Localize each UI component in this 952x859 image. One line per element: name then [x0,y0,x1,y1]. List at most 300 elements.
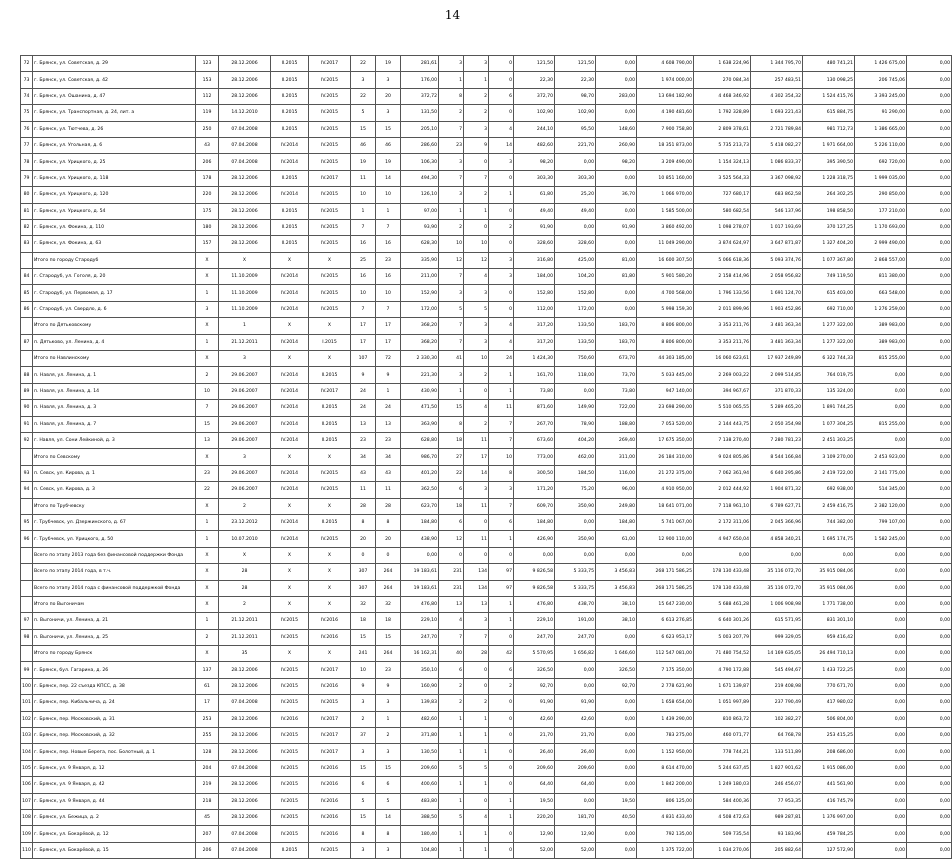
table-cell: 1 585 500,00 [637,203,694,219]
table-cell: 0,00 [855,596,907,612]
table-cell: 0,00 [907,613,952,629]
table-cell: 18 [439,432,464,448]
table-cell: 8 [376,514,401,530]
table-cell: 0,00 [694,547,751,563]
table-cell: 981 712,73 [803,121,855,137]
table-cell: 49,40 [514,203,555,219]
table-cell: 6 789 627,71 [751,498,803,514]
table-cell: 98 [21,629,33,645]
table-cell: 247,70 [555,629,596,645]
table-cell: 83 [21,236,33,252]
table-cell: 178 [196,170,219,186]
table-cell [21,252,33,268]
table-cell: 244,10 [514,121,555,137]
table-cell: 28.12.2006 [219,88,271,104]
table-cell: 3 [464,482,489,498]
table-cell: 28.12.2006 [219,170,271,186]
table-cell: 15 [376,760,401,776]
table-cell: IV.2015 [271,613,309,629]
table-cell: 98,70 [555,88,596,104]
table-cell: 92,70 [596,678,637,694]
subtotal-row [21,547,952,563]
table-cell: Итого по Навлинскому [33,351,196,367]
table-cell: 126,10 [401,187,439,203]
table-cell: 0,00 [855,564,907,580]
table-cell: 184,50 [555,465,596,481]
table-cell: 34 [351,449,376,465]
table-cell: 482,60 [401,711,439,727]
table-cell: 264 [376,564,401,580]
table-cell: 3 [376,105,401,121]
table-cell: 0 [489,728,514,744]
table-cell: 400,60 [401,777,439,793]
table-cell: 91,90 [596,219,637,235]
table-cell: 1 [464,744,489,760]
table-cell: 9 [376,367,401,383]
table-cell: 0,00 [907,728,952,744]
table-cell: 0,00 [907,137,952,153]
table-cell: 1 249 180,03 [694,777,751,793]
table-cell: 2 451 303,25 [803,432,855,448]
table-cell: 0 [489,629,514,645]
table-cell: г. Брянск, ул. Советская, д. 42 [33,72,196,88]
table-cell: 28.12.2006 [219,711,271,727]
table-cell: п. Севск, ул. Кирова, д. 1 [33,465,196,481]
table-cell: 1 [439,744,464,760]
table-cell: 0,00 [401,547,439,563]
page-number: 14 [444,8,461,22]
table-cell: X [196,580,219,596]
table-cell: 290 850,00 [855,187,907,203]
table-cell: 0,00 [596,547,637,563]
table-cell: 130 098,25 [803,72,855,88]
table-cell: 2 [439,219,464,235]
table-cell: 388,50 [401,809,439,825]
table-cell: 2 [439,695,464,711]
table-cell: 831 301,10 [803,613,855,629]
table-cell: 16 162,31 [401,646,439,662]
table-cell: 1 638 224,96 [694,56,751,72]
table-cell: IV.2017 [309,170,351,186]
table-row [21,760,952,776]
table-cell: 1 [196,514,219,530]
table-cell: 5 033 445,00 [637,367,694,383]
table-cell: 29.06.2007 [219,383,271,399]
table-cell: 20 [376,88,401,104]
table-cell: 1 691 124,70 [751,285,803,301]
table-cell: 26,40 [514,744,555,760]
table-cell: 8 544 166,84 [751,449,803,465]
table-cell: 19,50 [596,793,637,809]
table-cell: 3 209 490,00 [637,154,694,170]
table-cell: 11 [464,432,489,448]
table-cell: 727 680,17 [694,187,751,203]
table-cell: 778 744,21 [694,744,751,760]
table-cell: 7 [489,416,514,432]
table-cell: 246 456,07 [751,777,803,793]
table-cell: 2 868 557,00 [855,252,907,268]
table-cell: 1 077 367,80 [803,252,855,268]
table-row [21,711,952,727]
table-cell: 10 [351,285,376,301]
table-cell: IV.2015 [309,236,351,252]
table-cell: 119 [196,105,219,121]
table-cell: г. Брянск, ул. Транспортная, д. 24, лит. а [33,105,196,121]
table-cell: 17 [196,695,219,711]
table-cell: 0,00 [907,498,952,514]
table-cell: 1 771 738,00 [803,596,855,612]
table-cell: 4 [489,334,514,350]
table-cell: п. Севск, ул. Кирова, д. 3 [33,482,196,498]
table-cell: 13 [464,596,489,612]
table-cell: 8 [489,465,514,481]
table-cell: IV.2015 [309,72,351,88]
table-cell: 255 [196,728,219,744]
table-cell: 184,80 [596,514,637,530]
table-cell: г. Брянск, ул. Тютчева, д. 26 [33,121,196,137]
table-cell: 0,00 [907,121,952,137]
table-cell: 93 183,96 [751,826,803,842]
table-cell: 3 860 492,00 [637,219,694,235]
table-cell: 0,00 [855,760,907,776]
table-cell: 23 [439,137,464,153]
table-cell: 23.12.2012 [219,514,271,530]
table-cell [21,646,33,662]
table-cell: 269,40 [596,432,637,448]
table-cell: 139,83 [401,695,439,711]
table-cell: 19,50 [514,793,555,809]
table-cell: IV.2016 [309,613,351,629]
table-cell: 23 [376,662,401,678]
table-cell: 7 [439,269,464,285]
table-cell: 184,80 [514,514,555,530]
table-cell: 1 386 665,00 [855,121,907,137]
table-cell: 188,80 [596,416,637,432]
table-cell: 253 [196,711,219,727]
table-cell: 0,00 [555,219,596,235]
table-cell: 7 [439,121,464,137]
table-cell: 0,00 [907,465,952,481]
table-cell: 73,80 [596,383,637,399]
table-cell: II.2015 [271,236,309,252]
table-row [21,793,952,809]
subtotal-row [21,580,952,596]
table-cell: 0,00 [907,547,952,563]
table-cell: 2 [464,695,489,711]
table-cell: г. Брянск, ул. 9 Января, д. 42 [33,777,196,793]
table-cell: 0,00 [596,56,637,72]
table-cell: Итого по Выгоничам [33,596,196,612]
table-cell: X [196,547,219,563]
table-cell: 198 858,50 [803,203,855,219]
table-cell: 152,80 [555,285,596,301]
table-cell: 6 [439,662,464,678]
table-cell: 1 [196,531,219,547]
table-cell: 0,00 [803,547,855,563]
table-cell: IV.2014 [271,416,309,432]
table-cell: IV.2015 [271,678,309,694]
table-cell: X [309,596,351,612]
table-cell: 229,10 [401,613,439,629]
table-cell: 0,00 [855,678,907,694]
table-cell: 5 [464,760,489,776]
table-cell: 3 367 098,92 [751,170,803,186]
table-cell: 482,60 [514,137,555,153]
table-cell: X [219,547,271,563]
table-cell: IV.2014 [271,367,309,383]
table-cell: 97,00 [401,203,439,219]
table-cell: 363,90 [401,416,439,432]
table-cell: 773,00 [514,449,555,465]
table-cell: II.2015 [271,105,309,121]
table-cell: 72 [21,56,33,72]
table-cell: 0,00 [907,826,952,842]
table-cell: 15 [439,400,464,416]
table-cell: 25,20 [555,187,596,203]
table-cell: 3 [464,121,489,137]
table-cell: 4 947 650,04 [694,531,751,547]
table-cell: 0,00 [907,662,952,678]
table-cell: X [309,252,351,268]
table-cell: 16 [376,269,401,285]
table-cell: 6 [439,482,464,498]
table-cell: 1 [489,367,514,383]
table-cell: 22 [351,88,376,104]
table-cell: 11 [376,482,401,498]
table-cell: 1 277 322,00 [803,334,855,350]
table-cell: 0,00 [596,777,637,793]
table-cell: 153 [196,72,219,88]
table-cell: 268 171 586,25 [637,580,694,596]
table-cell: 335,90 [401,252,439,268]
table-cell: IV.2015 [309,482,351,498]
table-cell: 7 [439,170,464,186]
table-cell: 0,00 [855,695,907,711]
table-cell: 61 [196,678,219,694]
table-cell: Всего по этапу 2013 года без финансовой поддержки Фонда [33,547,196,563]
table-cell: 0 [489,826,514,842]
table-cell: 21,70 [555,728,596,744]
table-cell: 770 671,70 [803,678,855,694]
table-cell: 14 169 635,05 [751,646,803,662]
table-cell: 28 [351,498,376,514]
table-cell: 9 [464,137,489,153]
table-cell: 0,00 [855,432,907,448]
table-cell: 2 [439,105,464,121]
table-cell: IV.2015 [309,531,351,547]
table-cell [21,449,33,465]
table-cell: 18 [351,613,376,629]
table-row [21,809,952,825]
table-cell: 673,60 [514,432,555,448]
table-cell: 3 [219,449,271,465]
table-row [21,334,952,350]
table-cell: X [271,564,309,580]
table-cell: 104 [21,744,33,760]
table-cell: 0,00 [596,711,637,727]
table-cell: 6 623 953,17 [637,629,694,645]
table-cell: 38,10 [596,613,637,629]
table-cell: 1 [376,711,401,727]
table-cell: 11.10.2009 [219,269,271,285]
table-cell: 5 510 065,55 [694,400,751,416]
table-cell: 97 [21,613,33,629]
table-cell: 1 [439,711,464,727]
table-cell: X [196,252,219,268]
table-cell: 13 [196,432,219,448]
table-cell: 3 393 245,00 [855,88,907,104]
table-cell: 175 [196,203,219,219]
table-cell: 10 [376,187,401,203]
table-cell: 744 382,00 [803,514,855,530]
table-cell: 221,30 [401,367,439,383]
table-cell: 206 [196,154,219,170]
table-cell: 6 [489,88,514,104]
table-cell: X [309,449,351,465]
table-cell: 3 [439,154,464,170]
table-cell: 0 [489,744,514,760]
table-cell: 0,00 [555,514,596,530]
table-cell: 0 [489,105,514,121]
table-cell: 205 882,64 [751,842,803,858]
table-cell: 460 071,77 [694,728,751,744]
table-cell: г. Брянск, бул. Гагарина, д. 26 [33,662,196,678]
table-cell: 86 [21,301,33,317]
table-cell: 4 190 481,60 [637,105,694,121]
table-cell: 97 [489,564,514,580]
table-cell: 18 [376,613,401,629]
table-cell: 133,50 [555,318,596,334]
table-cell: X [196,269,219,285]
table-cell: 28.12.2006 [219,678,271,694]
table-cell: 2 419 722,00 [803,465,855,481]
table-cell: 13 694 182,90 [637,88,694,104]
table-cell: 82 [21,219,33,235]
table-cell: IV.2015 [271,728,309,744]
table-cell: IV.2016 [309,760,351,776]
table-cell: 441 561,90 [803,777,855,793]
table-cell: 43 [376,465,401,481]
table-cell: 18 351 873,00 [637,137,694,153]
table-cell: 0,00 [907,482,952,498]
table-cell: 430,90 [401,383,439,399]
table-cell: 0,00 [907,203,952,219]
table-cell: 24 [351,383,376,399]
table-cell: 105 [21,760,33,776]
table-cell: 3 [376,842,401,858]
table-cell: 3 481 363,34 [751,334,803,350]
table-cell: 3 647 871,87 [751,236,803,252]
table-cell: 0 [489,695,514,711]
table-cell: 10 [464,351,489,367]
table-cell: 209,60 [514,760,555,776]
table-cell: 29.06.2007 [219,432,271,448]
table-cell: 0,00 [855,383,907,399]
table-cell: 0,00 [596,285,637,301]
table-cell: 64,40 [555,777,596,793]
table-cell: 1 891 744,25 [803,400,855,416]
table-cell: 0,00 [855,547,907,563]
table-cell: X [309,580,351,596]
table-cell: 172,00 [401,301,439,317]
table-cell: 107 [21,793,33,809]
table-cell: 609,70 [514,498,555,514]
table-cell: 264 [376,646,401,662]
table-cell: 6 322 744,33 [803,351,855,367]
table-cell: 0 [464,793,489,809]
table-cell: 17 [351,318,376,334]
table-cell: 15 [351,760,376,776]
table-cell: 46 [376,137,401,153]
table-cell: 0 [464,383,489,399]
table-cell: IV.2016 [271,711,309,727]
table-cell: 389 983,00 [855,334,907,350]
table-cell: 389 983,00 [855,318,907,334]
table-cell: 0,00 [907,383,952,399]
table-cell: г. Брянск, пер. Московский, д. 32 [33,728,196,744]
table-cell: II.2015 [309,432,351,448]
table-cell: 0,00 [907,269,952,285]
table-cell: 0,00 [855,400,907,416]
table-cell: 9 826,58 [514,580,555,596]
table-cell: 1 170 693,00 [855,219,907,235]
table-cell: 92,70 [514,678,555,694]
table-cell: 10 [196,383,219,399]
table-cell: 1 792 328,89 [694,105,751,121]
table-cell: 19 183,61 [401,564,439,580]
table-cell: 99 [21,662,33,678]
table-cell: 792 135,00 [637,826,694,842]
table-cell: 133,50 [555,334,596,350]
table-cell: 5 [464,301,489,317]
table-cell: 0,00 [907,514,952,530]
table-cell: 5 688 461,28 [694,596,751,612]
table-cell: II.2015 [271,56,309,72]
table-cell: 91,90 [514,695,555,711]
table-cell: IV.2016 [309,678,351,694]
table-cell: 1 086 833,37 [751,154,803,170]
table-cell: 7 [489,498,514,514]
table-cell: 16 060 623,61 [694,351,751,367]
table-cell: 1 974 000,00 [637,72,694,88]
table-cell: 7 [439,334,464,350]
table-cell: 79 [21,170,33,186]
table-cell: 7 [351,301,376,317]
table-cell: 1 [439,72,464,88]
table-cell: 462,00 [555,449,596,465]
table-cell: 1 [439,203,464,219]
table-cell: 184,00 [514,269,555,285]
table-cell: 9 [376,678,401,694]
table-cell: 106 [21,777,33,793]
table-cell: IV.2015 [271,695,309,711]
table-cell: 0,00 [907,449,952,465]
table-cell: IV.2015 [309,842,351,858]
table-cell: 12,90 [555,826,596,842]
table-cell: 206 [196,842,219,858]
table-cell: 5 066 618,36 [694,252,751,268]
table-cell: IV.2017 [309,728,351,744]
table-cell: п. Выгоничи, ул. Ленина, д. 25 [33,629,196,645]
table-cell: 2 269 003,22 [694,367,751,383]
table-cell: IV.2016 [309,777,351,793]
table-cell: 0,00 [907,351,952,367]
table-cell: Итого по Трубчевску [33,498,196,514]
table-cell: 494,30 [401,170,439,186]
table-cell: IV.2015 [309,88,351,104]
table-cell: 1 524 415,76 [803,88,855,104]
table-cell: 1 [439,383,464,399]
